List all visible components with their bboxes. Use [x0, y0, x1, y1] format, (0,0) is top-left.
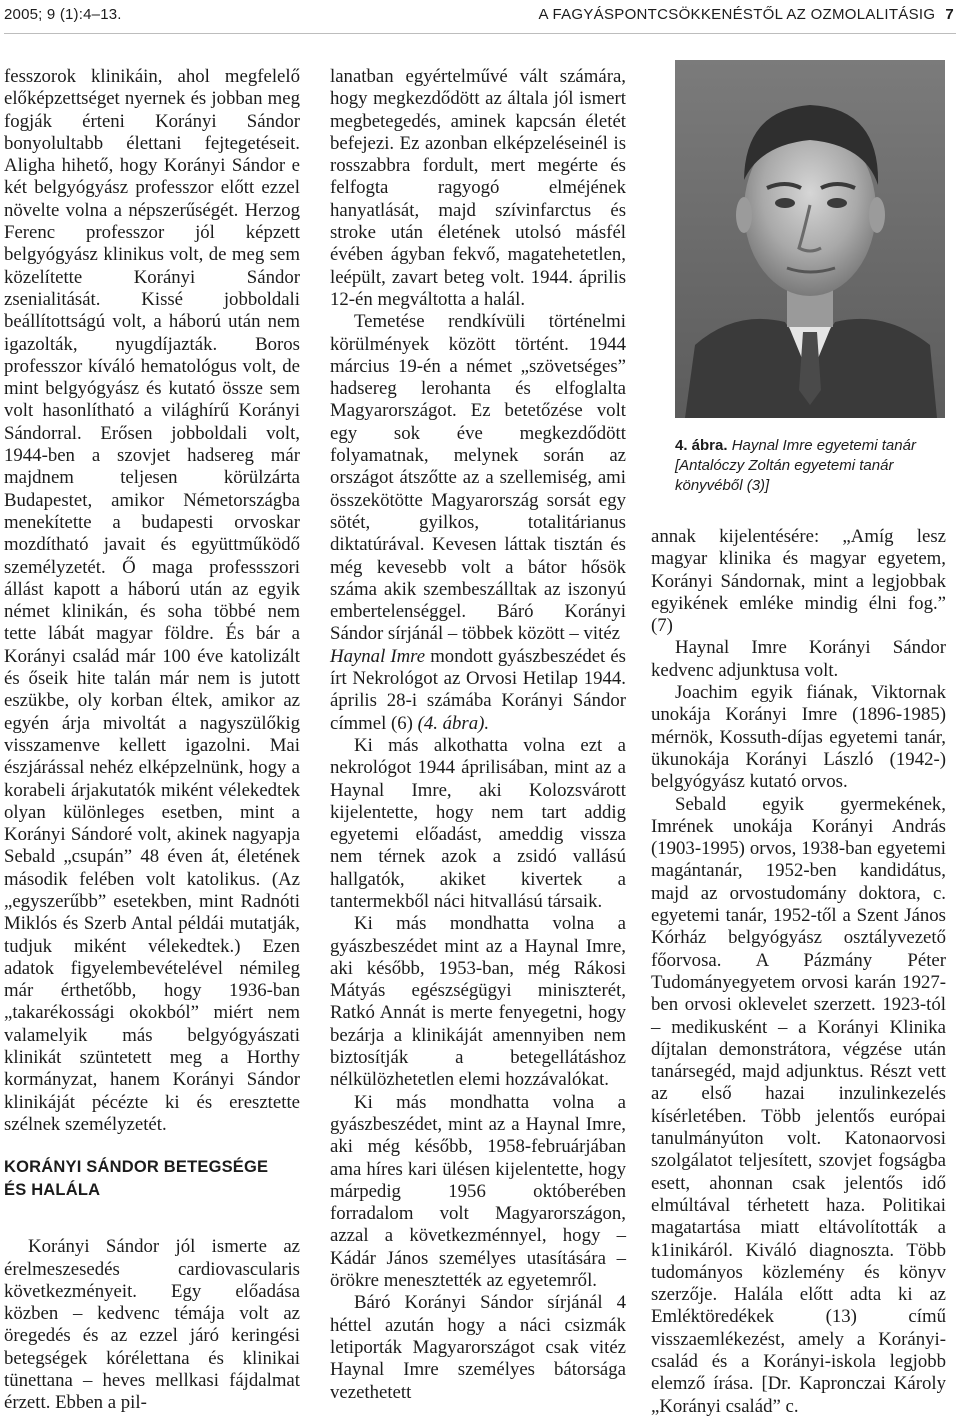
- paragraph: Sebald egyik gyermekének, Imrének unokája Korányi András (1903-1995) orvos, 1938-ban egyetemi magántanár, 1952-ben kandidátus, majd az orvostudomány doktora, c. egyetemi tanár, 1952-től a Szent János Kórház belgyógyász osztályvezető főorvosa. A Pázmány Péter Tudományegyetem orvosi karán 1927-ben orvosi oklevelet szerzett. 1923-tól – medikusként – a Korányi Klinika díjtalan demonstrátora, végzése után tanársegéd, majd adjunktus. Részt vett az első hazai inzulinkezelés kísérletében. Több jelentős európai tanulmányúton volt. Katonaorvosi szolgálatot teljesített, szovjet fogságba esett, ahonnan csak jelentős idő elmúltával térhetett haza. Politikai magatartása miatt eltávolították a k1inikáról. Kiváló diagnoszta. Több tudományos közlemény és könyv szerzője. Halála előtt adta ki az Emléktöredékek (13) című visszaemlékezést, amely a Korányi-család és a Korányi-iskola legjobb elemző írása. [Dr. Kapronczai Károly „Korányi család” c.: [651, 793, 946, 1417]
- figure-reference: (4. ábra).: [412, 712, 490, 734]
- paragraph: Korányi Sándor jól ismerte az érelmeszesedés cardiovascularis következményeit. Egy előadása közben – kedvenc témája volt az öregedés és az ezzel járó keringési betegségek kórélettana és klinikai tünettana – heves mellkasi fájdalmat érzett. Ebben a pil-: [4, 1236, 300, 1414]
- person-name: Haynal Imre: [330, 645, 426, 667]
- text-column-2: [330, 66, 626, 1404]
- figure-caption: [675, 436, 947, 496]
- paragraph: Temetése rendkívüli történelmi körülmények között történt. 1944 március 19-én a német „szövetséges” hadsereg lerohanta és elfoglalta Magyarországot. Ez betetőzése volt egy sok éve megkezdődött folyamatnak, melynek során az országot átszőtte az a szellemiség, ami összekötötte Magyarország sorsát egy sötét, gyilkos, totalitárianus diktatúrával. Kevesen láttak tisztán és még kevesebb volt a bátor hősök száma akik szembeszálltak az iszonyú embertelenséggel. Báró Korányi Sándor sírjánál – többek között – vitéz: [330, 311, 626, 645]
- portrait-photo: [675, 60, 945, 418]
- portrait-illustration: [675, 60, 945, 418]
- running-header-right: [539, 6, 955, 23]
- section-heading-line-2: ÉS HALÁLA: [4, 1181, 101, 1200]
- paragraph: [330, 646, 626, 735]
- header-rule: [4, 33, 956, 34]
- page-number: 7: [945, 6, 954, 23]
- running-header-left: 2005; 9 (1):4–13.: [4, 6, 122, 23]
- section-heading-line-1: KORÁNYI SÁNDOR BETEGSÉGE: [4, 1158, 269, 1177]
- paragraph: Joachim egyik fiának, Viktornak unokája Korányi Imre (1896-1985) mérnök, Kossuth-díjas egyetemi tanár, ükunokája Korányi László (1942-) belgyógyász kutató orvos.: [651, 682, 946, 793]
- figure-label: 4. ábra.: [675, 437, 728, 454]
- paragraph: Ki más mondhatta volna a gyászbeszédet, mint az a Haynal Imre, aki még később, 1958-februárjában ama híres kari ülésen kijelentette, hogy márpedig 1956 októberében forradalom volt Magyarországon, azzal a következménnyel, hogy – Kádár János személyes utasítására – örökre menesztették az egyetemről.: [330, 1091, 626, 1292]
- running-title: A FAGYÁSPONTCSÖKKENÉSTŐL AZ OZMOLALITÁSIG: [538, 6, 936, 23]
- section-heading: [4, 1156, 300, 1202]
- paragraph: Haynal Imre Korányi Sándor kedvenc adjunktusa volt.: [651, 637, 946, 681]
- text-column-3: [651, 526, 946, 1418]
- paragraph: fesszorok klinikáin, ahol megfelelő előképzettséget nyernek és jobban meg fogják érteni Korányi Sándor bonyolultabb élettani fejtegetéseit. Aligha hihető, hogy Korányi Sándor e két belgyógyász professzor előtt ezzel növelte volna a népszerűségét. Herzog Ferenc professzor jól képzett belgyógyász klinikus volt, de meg sem közelítette Korányi Sándor zsenialitását. Kissé jobboldali beállítottságú volt, a háború után nem igazolták, nyugdíjazták. Boros professzor kíváló hematológus volt, de mint belgyógyász és kutató össze sem volt hasonlítható a világhírű Korányi Sándorral. Erősen jobboldali volt, 1944-ben a szovjet hadsereg már majdnem teljesen körülzárta Budapestet, amikor Németországba menekítette a budapesti orvoskar mozdítható javait és együttműködő személyzetét. Ő maga professszori állást kapott a háború után az egyik német klinikán, és soha többé nem tette lábát magyar földre. És bár a Korányi család már 100 éve katolizált és őseik hite talán már nem is jutott eszükbe, oly korban éltek, amikor az egyén árja mivoltát a nagyszülőkig visszamenve kellett igazolni. Mai észjárással nehéz elképzelnünk, hogy a korabeli árjakutatók miként vélekedtek olyan különleges esetben, mint a Korányi Sándoré volt, akinek nagyapja Sebald „csupán” 48 éven át, életének második felében volt katolikus. (Az „egyszerűbb” esetekben, mint Radnóti Miklós és Szerb Antal példái mutatják, tudjuk miként vélekedtek.) Ezen adatok figyelembevételével némileg már érthetőbb, hogy 1936-ban „takarékossági okokból” miért nem valamelyik más belgyógyászati klinikát szüntetett meg a Horthy kormányzat, hanem Korányi Sándor klinikáját pécézte ki és eresztette szélnek személyzetét.: [4, 66, 300, 1135]
- paragraph: Báró Korányi Sándor sírjánál 4 héttel azután hogy a náci csizmák letiporták Magyarországot csak vitéz Haynal Imre személyes bátorsága vezethetett: [330, 1292, 626, 1403]
- text-column-1: [4, 66, 300, 1415]
- paragraph: lanatban egyértelművé vált számára, hogy megkezdődött az általa jól ismert megbetegedés, aminek kapcsán életét befejezi. Ez azonban elképzeléseinél is rosszabbra fordult, mert megérte és felfogta ragyogó elméjének hanyatlását, majd szívinfarctus és stroke után életének utolsó másfél évében ágyban fekvő, magatehetetlen, leépült, zavart beteg volt. 1944. április 12-én megváltotta a halál.: [330, 66, 626, 310]
- figure-caption-text: Haynal Imre egyetemi tanár [Antalóczy Zoltán egyetemi tanár könyvéből (3)]: [675, 437, 916, 494]
- paragraph: Ki más mondhatta volna a gyászbeszédet mint az a Haynal Imre, aki később, 1953-ban, még Rákosi Mátyás egészségügyi miniszterét, Ratkó Annát is merte fenyegetni, hogy bezárja a klinikáját amennyiben nem biztosítják a betegellátáshoz nélkülözhetetlen elemi hozzávalókat.: [330, 913, 626, 1091]
- paragraph: annak kijelentésére: „Amíg lesz magyar klinika és magyar egyetem, Korányi Sándornak, mint a legjobbak egyikének emléke mindig élni fog.” (7): [651, 526, 946, 637]
- paragraph: Ki más alkothatta volna ezt a nekrológot 1944 áprilisában, mint az a Haynal Imre, aki Kolozsvárott kijelentette, hogy nem tart addig egyetemi előadást, ameddig vissza nem térnek azok a zsidó vallású hallgatók, akiket kivertek a tantermekből náci hitvallású társaik.: [330, 734, 626, 912]
- paragraph-continuation: mondott gyászbeszédet és írt Nekrológot az Orvosi Hetilap 1944. április 28-i számába Korányi Sándor címmel (6): [330, 645, 626, 734]
